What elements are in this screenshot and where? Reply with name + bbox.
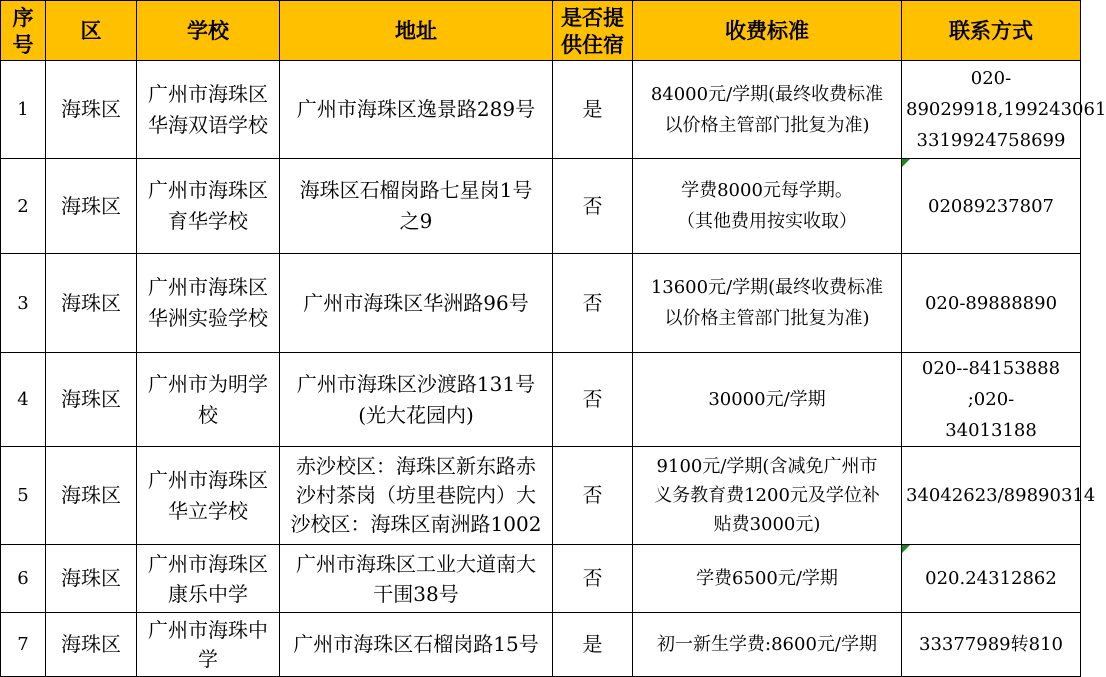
cell-lodging: 否 [553,159,633,254]
cell-lodging: 否 [553,353,633,447]
cell-fee: 84000元/学期(最终收费标准 以价格主管部门批复为准) [633,61,902,159]
table-row [1,545,1081,613]
header-contact: 联系方式 [902,1,1081,61]
table-row [1,353,1081,447]
table-row [1,61,1081,159]
cell-index: 3 [1,254,46,353]
cell-index: 4 [1,353,46,447]
table-row [1,613,1081,677]
cell-district: 海珠区 [46,159,137,254]
cell-school: 广州市海珠区 华洲实验学校 [137,254,280,353]
cell-fee: 初一新生学费:8600元/学期 [633,613,902,677]
cell-contact: 02089237807 [902,159,1081,254]
cell-address: 广州市海珠区石榴岗路15号 [280,613,553,677]
cell-lodging: 否 [553,545,633,613]
comment-indicator-icon[interactable] [902,159,910,167]
cell-address: 广州市海珠区华洲路96号 [280,254,553,353]
cell-fee: 30000元/学期 [633,353,902,447]
cell-address: 海珠区石榴岗路七星岗1号 之9 [280,159,553,254]
cell-index: 6 [1,545,46,613]
header-index: 序 号 [1,1,46,61]
cell-lodging: 否 [553,447,633,545]
cell-fee: 学费6500元/学期 [633,545,902,613]
cell-district: 海珠区 [46,61,137,159]
cell-address: 赤沙校区：海珠区新东路赤 沙村茶岗（坊里巷院内）大 沙校区：海珠区南洲路1002 [280,447,553,545]
cell-contact: 34042623/89890314 [902,447,1081,545]
cell-contact: 020- 89029918,199243061 3319924758699 [902,61,1081,159]
header-address: 地址 [280,1,553,61]
cell-school: 广州市海珠区 康乐中学 [137,545,280,613]
cell-school: 广州市海珠区 华海双语学校 [137,61,280,159]
cell-district: 海珠区 [46,254,137,353]
cell-index: 5 [1,447,46,545]
cell-address: 广州市海珠区工业大道南大 干围38号 [280,545,553,613]
cell-fee: 学费8000元每学期。 （其他费用按实收取） [633,159,902,254]
cell-address: 广州市海珠区沙渡路131号 (光大花园内) [280,353,553,447]
header-district: 区 [46,1,137,61]
comment-indicator-icon[interactable] [902,545,910,553]
table-row [1,159,1081,254]
cell-contact: 020--84153888 ;020- 34013188 [902,353,1081,447]
table-row [1,447,1081,545]
header-lodging: 是否提 供住宿 [553,1,633,61]
cell-fee: 9100元/学期(含减免广州市 义务教育费1200元及学位补 贴费3000元) [633,447,902,545]
table-row [1,254,1081,353]
cell-school: 广州市为明学 校 [137,353,280,447]
cell-district: 海珠区 [46,447,137,545]
cell-index: 2 [1,159,46,254]
cell-fee: 13600元/学期(最终收费标准 以价格主管部门批复为准) [633,254,902,353]
cell-district: 海珠区 [46,545,137,613]
cell-district: 海珠区 [46,353,137,447]
header-row [1,1,1081,61]
cell-contact: 020-89888890 [902,254,1081,353]
cell-district: 海珠区 [46,613,137,677]
cell-contact: 33377989转810 [902,613,1081,677]
cell-lodging: 是 [553,61,633,159]
cell-school: 广州市海珠区 华立学校 [137,447,280,545]
cell-contact: 020.24312862 [902,545,1081,613]
cell-index: 7 [1,613,46,677]
cell-address: 广州市海珠区逸景路289号 [280,61,553,159]
header-fee: 收费标准 [633,1,902,61]
cell-school: 广州市海珠中 学 [137,613,280,677]
cell-index: 1 [1,61,46,159]
header-school: 学校 [137,1,280,61]
cell-lodging: 否 [553,254,633,353]
cell-lodging: 是 [553,613,633,677]
cell-school: 广州市海珠区 育华学校 [137,159,280,254]
